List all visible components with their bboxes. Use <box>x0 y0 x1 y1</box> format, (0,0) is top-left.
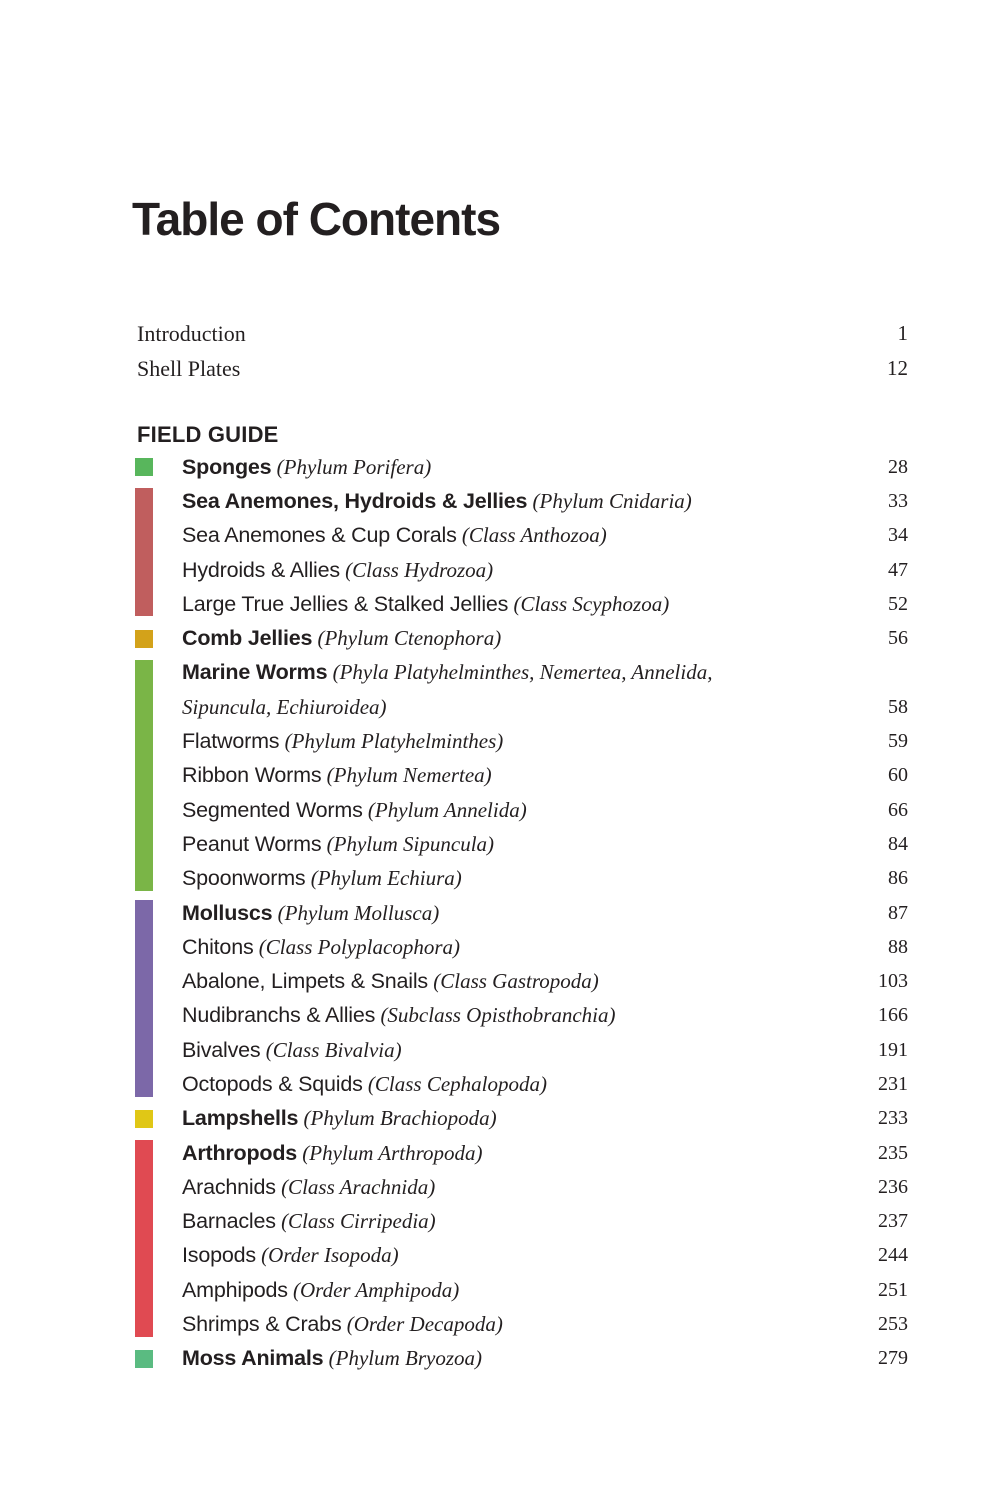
toc-entry-row <box>135 484 908 518</box>
toc-entry-name: Shrimps & Crabs <box>182 1312 342 1337</box>
toc-entry-row <box>135 621 908 655</box>
toc-entry-latin-name: (Phylum Brachiopoda) <box>298 1106 497 1131</box>
toc-entry-text <box>182 1106 848 1131</box>
front-matter-row <box>137 351 908 386</box>
toc-entry-name: Nudibranchs & Allies <box>182 1003 376 1028</box>
toc-entry-name: Chitons <box>182 934 254 959</box>
toc-entry-text <box>182 832 848 857</box>
toc-entry-text <box>182 866 848 891</box>
toc-entry-text <box>182 1175 848 1200</box>
front-matter-page-number: 1 <box>897 321 908 345</box>
toc-entry-page-number: 87 <box>888 901 908 924</box>
toc-entry-name: Abalone, Limpets & Snails <box>182 969 428 994</box>
toc-entry-text <box>182 969 848 994</box>
toc-entry-page-number: 233 <box>878 1107 908 1130</box>
toc-entry-name: Isopods <box>182 1243 256 1268</box>
toc-entry-latin-name: (Class Scyphozoa) <box>508 591 670 616</box>
toc-entry-page-number: 28 <box>888 455 908 478</box>
toc-entry-row <box>135 519 908 553</box>
toc-entry-page-number: 166 <box>878 1004 908 1027</box>
front-matter-list <box>137 316 908 386</box>
toc-entry-text <box>182 523 848 548</box>
toc-entry-name: Arachnids <box>182 1174 276 1199</box>
toc-entry-row <box>135 1102 908 1136</box>
toc-entry-page-number: 236 <box>878 1175 908 1198</box>
toc-entry-latin-name: (Class Gastropoda) <box>427 969 599 994</box>
toc-entry-row <box>135 1033 908 1067</box>
toc-entry-page-number: 86 <box>888 867 908 890</box>
toc-entry-page-number: 34 <box>888 524 908 547</box>
toc-entry-latin-name: (Phylum Porifera) <box>271 454 432 479</box>
toc-entry-latin-name: (Phylum Mollusca) <box>272 900 440 925</box>
toc-entry-row <box>135 1239 908 1273</box>
toc-entry-row <box>135 1170 908 1204</box>
toc-entry-name: Sea Anemones & Cup Corals <box>182 523 457 548</box>
toc-entry-text <box>182 1141 848 1166</box>
front-matter-label: Introduction <box>137 320 246 346</box>
toc-entry-latin-name: (Phylum Annelida) <box>362 797 527 822</box>
toc-entry-name: Octopods & Squids <box>182 1071 363 1096</box>
toc-entry-text <box>182 763 848 788</box>
toc-entry-name: Sea Anemones, Hydroids & Jellies <box>182 488 528 513</box>
toc-entry-name: Molluscs <box>182 900 273 925</box>
toc-entry-name: Peanut Worms <box>182 831 322 856</box>
front-matter-page-number: 12 <box>887 356 908 380</box>
toc-entry-text <box>182 558 848 583</box>
toc-entry-page-number: 231 <box>878 1072 908 1095</box>
toc-entry-row <box>135 656 908 690</box>
toc-entry-text <box>182 1278 848 1303</box>
page-title: Table of Contents <box>132 193 501 245</box>
toc-entry-latin-name: (Class Cephalopoda) <box>362 1071 547 1096</box>
toc-entry-row <box>135 724 908 758</box>
toc-entry-name: Large True Jellies & Stalked Jellies <box>182 591 509 616</box>
toc-entry-name: Ribbon Worms <box>182 763 322 788</box>
toc-entry-latin-name: (Phylum Bryozoa) <box>323 1346 483 1371</box>
toc-entry-name: Flatworms <box>182 729 280 754</box>
toc-entry-page-number: 244 <box>878 1244 908 1267</box>
toc-entry-row <box>135 1136 908 1170</box>
toc-entry-page-number: 52 <box>888 592 908 615</box>
toc-entry-page-number: 237 <box>878 1210 908 1233</box>
toc-entry-row <box>135 930 908 964</box>
toc-entry-latin-name: (Phyla Platyhelminthes, Nemertea, Annelida, <box>327 660 713 685</box>
toc-entry-row <box>135 827 908 861</box>
toc-entry-text <box>182 626 848 651</box>
toc-entry-text <box>182 1209 848 1234</box>
toc-entry-latin-name: (Order Amphipoda) <box>287 1277 460 1302</box>
toc-entry-page-number: 88 <box>888 935 908 958</box>
toc-entry-row <box>135 690 908 724</box>
toc-entry-page-number: 84 <box>888 832 908 855</box>
toc-entry-row <box>135 1067 908 1101</box>
toc-entry-name: Arthropods <box>182 1140 298 1165</box>
toc-entry-latin-name: Sipuncula, Echiuroidea) <box>182 694 387 719</box>
toc-entry-latin-name: (Phylum Nemertea) <box>321 763 492 788</box>
toc-entry-row <box>135 1205 908 1239</box>
toc-entry-row <box>135 587 908 621</box>
toc-entry-latin-name: (Order Decapoda) <box>341 1312 503 1337</box>
toc-entry-latin-name: (Class Hydrozoa) <box>339 557 494 582</box>
toc-entry-text <box>182 1346 848 1371</box>
toc-entry-page-number: 59 <box>888 730 908 753</box>
toc-entry-text <box>182 798 848 823</box>
toc-entry-text <box>182 729 848 754</box>
toc-entry-text <box>182 455 848 480</box>
toc-entry-name: Amphipods <box>182 1277 288 1302</box>
toc-entry-text <box>182 935 848 960</box>
toc-entry-latin-name: (Phylum Platyhelminthes) <box>279 729 504 754</box>
toc-entry-text <box>182 660 848 685</box>
toc-entry-name: Lampshells <box>182 1106 299 1131</box>
toc-entry-name: Segmented Worms <box>182 797 363 822</box>
toc-entry-text <box>182 592 848 617</box>
toc-entry-page-number: 56 <box>888 627 908 650</box>
toc-entry-latin-name: (Class Cirripedia) <box>275 1209 436 1234</box>
toc-entry-text <box>182 1072 848 1097</box>
toc-entry-latin-name: (Subclass Opisthobranchia) <box>375 1003 616 1028</box>
toc-entry-page-number: 66 <box>888 798 908 821</box>
toc-entry-name: Hydroids & Allies <box>182 557 340 582</box>
toc-entry-page-number: 103 <box>878 970 908 993</box>
toc-entry-page-number: 253 <box>878 1313 908 1336</box>
toc-entry-row <box>135 759 908 793</box>
toc-entry-page-number: 251 <box>878 1278 908 1301</box>
toc-entry-name: Barnacles <box>182 1209 276 1234</box>
toc-entry-text <box>182 1003 848 1028</box>
toc-entry-text <box>182 1312 848 1337</box>
toc-entry-latin-name: (Phylum Ctenophora) <box>312 626 502 651</box>
toc-entry-page-number: 33 <box>888 489 908 512</box>
toc-entry-latin-name: (Phylum Arthropoda) <box>297 1140 483 1165</box>
front-matter-row <box>137 316 908 351</box>
field-guide-header: FIELD GUIDE <box>137 422 279 447</box>
toc-entry-text <box>182 901 848 926</box>
toc-entry-name: Marine Worms <box>182 660 328 685</box>
toc-entry-name: Moss Animals <box>182 1346 324 1371</box>
toc-list <box>135 450 908 1376</box>
toc-entry-page-number: 47 <box>888 558 908 581</box>
toc-entry-latin-name: (Phylum Sipuncula) <box>321 831 495 856</box>
toc-entry-page-number: 58 <box>888 695 908 718</box>
toc-entry-name: Spoonworms <box>182 866 306 891</box>
toc-entry-text <box>182 695 848 720</box>
toc-entry-latin-name: (Order Isopoda) <box>255 1243 399 1268</box>
toc-entry-latin-name: (Class Anthozoa) <box>456 523 607 548</box>
toc-entry-name: Comb Jellies <box>182 626 313 651</box>
toc-entry-row <box>135 896 908 930</box>
toc-entry-latin-name: (Phylum Echiura) <box>305 866 462 891</box>
toc-entry-row <box>135 553 908 587</box>
toc-entry-latin-name: (Class Arachnida) <box>275 1174 436 1199</box>
toc-entry-text <box>182 1038 848 1063</box>
toc-entry-page-number: 191 <box>878 1038 908 1061</box>
toc-entry-row <box>135 1307 908 1341</box>
toc-entry-row <box>135 1273 908 1307</box>
toc-entry-row <box>135 964 908 998</box>
toc-entry-name: Bivalves <box>182 1037 261 1062</box>
toc-entry-row <box>135 793 908 827</box>
toc-entry-text <box>182 489 848 514</box>
front-matter-label: Shell Plates <box>137 355 241 381</box>
toc-entry-page-number: 60 <box>888 764 908 787</box>
toc-entry-row <box>135 999 908 1033</box>
toc-entry-name: Sponges <box>182 454 272 479</box>
toc-entry-latin-name: (Class Polyplacophora) <box>253 934 460 959</box>
toc-entry-latin-name: (Class Bivalvia) <box>260 1037 402 1062</box>
toc-entry-page-number: 235 <box>878 1141 908 1164</box>
toc-entry-row <box>135 1342 908 1376</box>
toc-entry-row <box>135 862 908 896</box>
toc-entry-row <box>135 450 908 484</box>
toc-entry-text <box>182 1243 848 1268</box>
toc-entry-page-number: 279 <box>878 1347 908 1370</box>
toc-entry-latin-name: (Phylum Cnidaria) <box>527 488 692 513</box>
